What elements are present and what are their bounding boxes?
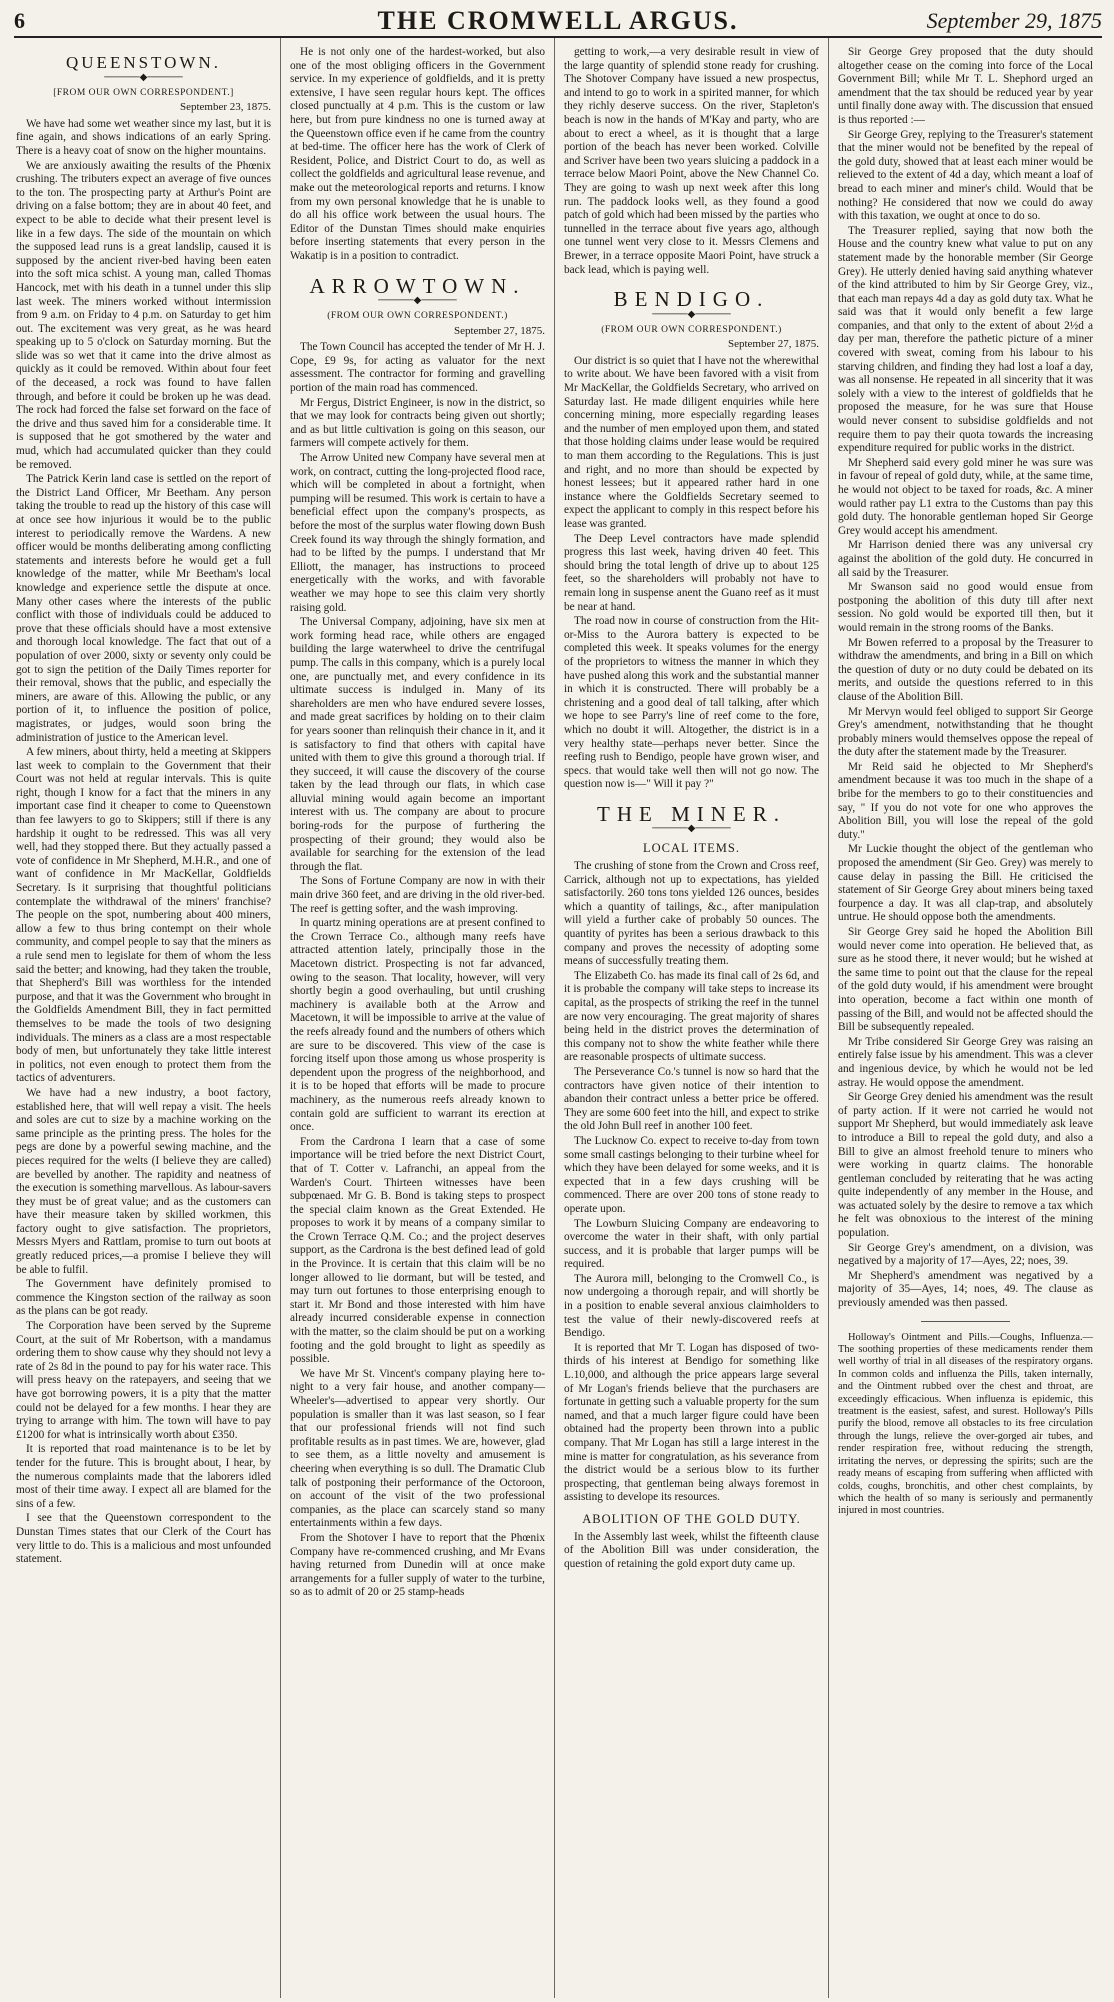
paragraph: I see that the Queenstown correspondent to the Dunstan Times states that our Clerk of the Court has very little to do. This is a malicious and most unfounded statement.	[16, 1512, 271, 1566]
paragraph: Mr Bowen referred to a proposal by the Treasurer to withdraw the amendments, and bring in a Bill on which the question of duty or no duty could be debated on its merits, and outside the questions referred to in this clause of the Abolition Bill.	[838, 636, 1093, 703]
ornament-rule: ─────◆─────	[652, 308, 731, 320]
bendigo-correspondent: (FROM OUR OWN CORRESPONDENT.)	[601, 324, 782, 335]
column-3	[554, 38, 828, 1998]
paragraph: A few miners, about thirty, held a meeting at Skippers last week to complain to the Government that their Court was not held at regular intervals. This is quite right, though I know for a fact that the miners in any important case find it cheaper to come to Queenstown than fee lawyers to go to Skippers; still if there is any hardship it ought to be redressed. This was all very well, had they stopped there. But they actually passed a vote of confidence in Mr Shepherd, M.H.R., and one of want of confidence in Mr MacKellar, Goldfields Secretary. Is it surprising that thoughtful politicians contemplate the withdrawal of the miners' franchise? The people on the spot, numbering about 400 miners, allow a few to thus bring contempt on their whole community, and compel people to say that the miners as a rule send men to legislate for them of whom the less said the better; and knowing, had they taken the trouble, that Shepherd's Bill was worthless for the intended purpose, and that it was the Government who brought in the Goldfields Amendment Bill, they in fact permitted themselves to be made the tools of two designing individuals. The miners as a class are a most respectable body of men, but unfortunately they take little interest in politics, not even enough to protect them from the tactics of adventurers.	[16, 746, 271, 1085]
paragraph: The crushing of stone from the Crown and Cross reef, Carrick, although not up to expectations, has yielded satisfactorily. 260 tons tons yielded 126 ounces, besides which a quantity of tailings, &c., after manipulation will yield a further cake of probably 50 ounces. The quantity of pyrites has been a serious drawback to this company and proves the necessity of adopting some means of successfully treating them.	[564, 860, 819, 968]
bendigo-dateline: September 27, 1875.	[727, 338, 819, 351]
paragraph: In quartz mining operations are at present confined to the Crown Terrace Co., although many reefs have attracted attention lately, principally those in the Macetown district. Prospecting is not far advanced, owing to the season. That locality, however, will very shortly begin a good overhauling, but until crushing machinery is available both at the Arrow and Macetown, it will be impossible to arrive at the value of the reefs already found and the numbers of others which are sure to be discovered. This view of the case is forcing itself upon those among us whose prosperity is dependent upon the progress of the neighborhood, and it is to be hoped that efforts will be made to procure machinery, as the numerous reefs already known to contain gold are sufficient to warrant its erection at once.	[290, 917, 545, 1134]
paragraph: The Sons of Fortune Company are now in with their main drive 360 feet, and are driving in the old river-bed. The reef is getting softer, and the wash improving.	[290, 875, 545, 915]
paragraph: Sir George Grey denied his amendment was the result of party action. If it were not carried he would not support Mr Shepherd, but would immediately ask leave to introduce a Bill to repeal the gold duty, and also a Bill to give an almost freehold tenure to miners who were working in quartz claims. The honorable gentleman concluded by reiterating that he was acting quite independently of any member in the House, and was actuated solely by the desire to remove a tax which he felt was obnoxious to the interest of the mining population.	[838, 1091, 1093, 1240]
paragraph: From the Cardrona I learn that a case of some importance will be tried before the next District Court, that of T. Cotter v. Lafranchi, an appeal from the Warden's Court. Thirteen witnesses have been subpœnaed. Mr G. B. Bond is taking steps to prospect the special claim known as the Great Extended. He proposes to work it by means of a company similar to the Crown Terrace Q.M. Co.; and the project deserves support, as the Cardrona is the best defined lead of gold in the Province. It is certain that this claim will be no longer allowed to lie dormant, but will be tested, and may turn out fortunes to those enterprising enough to start it. Mr Bond and those interested with him have already incurred considerable expense in connection with the matter, so the claim should be put on a working footing and the gold brought to light as speedily as possible.	[290, 1135, 545, 1366]
paragraph: Sir George Grey said he hoped the Abolition Bill would never come into operation. He believed that, as sure as he stood there, it never would; but he wished at the same time to point out that the clause for the repeal of the gold duty would, if his amendment were brought into operation, become a fact within one month of passing of the Bill, and would not be affected should the Bill be subsequently repealed.	[838, 926, 1093, 1034]
paragraph: The Treasurer replied, saying that now both the House and the country knew what value to put on any statement made by the honorable member (Sir George Grey). He utterly denied having said anything whatever of the kind attributed to him by Sir George Grey, viz., that each man repays 4d a day as gold duty tax. What he said was that it would only benefit a few large companies, and that only to the extent of about 2½d a day per man, therefore the pathetic picture of a miner covered with sweat, coming from his labour to his starving children, and finding they had lost a loaf a day, was all nonsense. He repeated in all sincerity that it was solely with a view to the interest of goldfields that he proposed the measure, for he was sure that House would never consent to subsidise goldfields and not require them to pay their quota towards the increasing expenditure required for public works in the district.	[838, 224, 1093, 455]
bendigo-heading: BENDIGO.	[613, 287, 770, 312]
column-1	[14, 38, 280, 1998]
paragraph: We have Mr St. Vincent's company playing here to-night to a very fair house, and another company—Wheeler's—advertised to appear very shortly. Our population is smaller than it was last season, so I fear that our professional friends will not find such profitable results as in past times. We are, however, glad to see them, as a little novelty and amusement is cheering when everything is so dull. The Dramatic Club talk of postponing their performance of the Octoroon, on account of the visit of the two professional companies, as the place can scarcely stand so many entertainments within a few days.	[290, 1367, 545, 1530]
newspaper-title: THE CROMWELL ARGUS.	[377, 6, 739, 35]
paragraph: Sir George Grey's amendment, on a division, was negatived by a majority of 17—Ayes, 22; noes, 39.	[838, 1241, 1093, 1268]
arrowtown-heading: ARROWTOWN.	[309, 273, 526, 298]
paragraph: getting to work,—a very desirable result in view of the large quantity of splendid stone ready for crushing. The Shotover Company have issued a new prospectus, and intend to go to work in a spirited manner, for which they richly deserve success. On the river, Stapleton's beach is now in the hands of M'Kay and party, who are about to erect a wheel, as it is thought that a large portion of the beach has never been worked. Colville and Scriver have been two years sluicing a paddock in a terrace below Maori Point, above the New Channel Co. They are going to wash up next week after this long run. The paddock looks well, as they found a good patch of gold which had been missed by the parties who tunnelled in the terrace about five years ago, although one tunnel went very close to it. Messrs Clemens and Brewer, in a terrace opposite Maori Point, have struck a back lead, which is paying well.	[564, 46, 819, 276]
paragraph: The Universal Company, adjoining, have six men at work forming head race, while others are engaged building the large waterwheel to drive the centrifugal pump. The calls in this company, which is a purely local one, are punctually met, and every confidence in its ultimate success is indulged in. Many of its shareholders are men who have endured severe losses, and made great sacrifices by holding on to their claim for years sooner than relinquish their chance in it, and it is satisfactory to find that others with capital have united with them to give this ground a thorough trial. If they succeed, it will cause the discovery of the course taken by the lead through our flats, in which case alluvial mining would again become an important interest with us. The company are about to procure boring-rods for the purpose of furthering the prospecting of their ground; they would also be available for searching for the extension of the lead through the flat.	[290, 616, 545, 873]
paragraph: The road now in course of construction from the Hit-or-Miss to the Aurora battery is expected to be completed this week. It speaks volumes for the energy of the proprietors to witness the manner in which they have pushed along this work and the substantial manner in which it is constructed. There will probably be a christening and a good deal of tall talking, after which we hope to see Parry's line of reef come to the fore, which no doubt it will. Altogether, the district is in a very healthy state—perhaps never better. Since the reefing rush to Bendigo, people have grown wiser, and specs. that would take well then will not go now. The question now is—" Will it pay ?"	[564, 615, 819, 791]
paragraph: The Lowburn Sluicing Company are endeavoring to overcome the water in their shaft, with only partial success, and it is probable that larger pumps will be required.	[564, 1217, 819, 1271]
paragraph: The Elizabeth Co. has made its final call of 2s 6d, and it is probable the company will take steps to increase its capital, as the prospects of striking the reef in the tunnel are now very encouraging. The great majority of shares being held in the district proves the determination of this company not to show the white feather while there are reasonable prospects of ultimate success.	[564, 969, 819, 1064]
paragraph: Mr Harrison denied there was any universal cry against the abolition of the gold duty. He concurred in all said by the Treasurer.	[838, 539, 1093, 579]
issue-date: September 29, 1875	[926, 8, 1102, 33]
paragraph: The Deep Level contractors have made splendid progress this last week, having driven 40 feet. This should bring the total length of drive up to about 125 feet, so the shareholders will probably not have to remain long in suspense anent the Guano reef as it must be near at hand.	[564, 532, 819, 613]
paragraph: The Government have definitely promised to commence the Kingston section of the railway as soon as the plans can be got ready.	[16, 1278, 271, 1318]
columns	[14, 38, 1102, 1998]
arrowtown-dateline: September 27, 1875.	[453, 324, 545, 337]
paragraph: Mr Luckie thought the object of the gentleman who proposed the amendment (Sir Geo. Grey) was merely to cause delay in passing the Bill. He criticised the statement of Sir George Grey about miners being taxed fourpence a day. It was all clap-trap, and absolutely untrue. He should oppose both the amendments.	[838, 843, 1093, 924]
paragraph: Sir George Grey proposed that the duty should altogether cease on the coming into force of the Local Government Bill; while Mr T. L. Shephord urged an amendment that the tax should be reduced year by year until finally done away with. The discussion that ensued is thus reported :—	[838, 46, 1093, 126]
abolition-heading: ABOLITION OF THE GOLD DUTY.	[582, 1511, 801, 1526]
column-2	[280, 38, 554, 1998]
local-items-subheading: LOCAL ITEMS.	[643, 841, 740, 856]
divider	[921, 1321, 1010, 1322]
paragraph: Mr Fergus, District Engineer, is now in the district, so that we may look for contracts being given out shortly; and as but little cultivation is going on this season, our farmers will compete actively for them.	[290, 396, 545, 450]
arrowtown-correspondent: (FROM OUR OWN CORRESPONDENT.)	[327, 311, 508, 322]
paragraph: From the Shotover I have to report that the Phœnix Company have re-commenced crushing, and Mr Evans having returned from Dunedin will at once make arrangements for a fuller supply of water to the turbine, so as to admit of 20 or 25 stamp-heads	[290, 1531, 545, 1599]
paragraph: Mr Mervyn would feel obliged to support Sir George Grey's amendment, notwithstanding that he thought probably miners would themselves oppose the repeal of the duty after the statement made by the Treasurer.	[838, 705, 1093, 759]
paragraph: The Aurora mill, belonging to the Cromwell Co., is now undergoing a thorough repair, and will shortly be in a position to enable several anxious claimholders to test the value of their newly-discovered reefs at Bendigo.	[564, 1272, 819, 1340]
paragraph: Mr Tribe considered Sir George Grey was raising an entirely false issue by his amendment. This was a clever and ingenious device, by which he would not be led astray. He would oppose the amendment.	[838, 1035, 1093, 1089]
paragraph: The Arrow United new Company have several men at work, on contract, cutting the long-projected flood race, which will be completed in about a fortnight, when pumping will be resumed. This work is certain to have a beneficial effect upon the company's prospects, as before the most of the surplus water flowing down Bush Creek found its way through the shingly formation, and had to be lifted by the pumps. I understand that Mr Elliott, the manager, has instructions to proceed energetically with the works, and with favorable weather we may hope to see this claim very shortly raising gold.	[290, 452, 545, 614]
paragraph: The Lucknow Co. expect to receive to-day from town some small castings belonging to their turbine wheel for which they have been delayed for some weeks, and it is expected that in a few days crushing will be commenced. There are over 200 tons of stone ready to operate upon.	[564, 1134, 819, 1215]
column-4	[828, 38, 1102, 1998]
paragraph: It is reported that road maintenance is to be let by tender for the future. This is brought about, I hear, by the numerous complaints made that the laborers idled most of their time away. I expect all are blamed for the sins of a few.	[16, 1443, 271, 1510]
paragraph: Sir George Grey, replying to the Treasurer's statement that the miner would not be benefited by the repeal of the gold duty, showed that at least each miner would be relieved to the extent of 4d a day, which meant a loaf of bread to each miner and miner's child. Would that be nothing? He considered that now we could do away with this taxation, we ought at once to do so.	[838, 128, 1093, 223]
paragraph: It is reported that Mr T. Logan has disposed of two-thirds of his interest at Bendigo for something like L.10,000, and although the price appears large several of Mr Logan's friends believe that the purchasers are fortunate in getting such a valuable property for the sum named, and that a much larger figure could have been obtained had the property been thrown into a public company. That Mr Logan has still a large interest in the mine is matter for congratulation, as his severance from the district would be a serious blow to its further prospecting, that gentleman being always foremost in assisting to develope its resources.	[564, 1341, 819, 1504]
ornament-rule: ─────◆─────	[652, 823, 731, 835]
paragraph: Mr Shepherd's amendment was negatived by a majority of 35—Ayes, 14; noes, 49. The clause as previously amended was then passed.	[838, 1269, 1093, 1310]
paragraph: In the Assembly last week, whilst the fifteenth clause of the Abolition Bill was under consideration, the question of retaining the gold export duty came up.	[564, 1530, 819, 1570]
paragraph: He is not only one of the hardest-worked, but also one of the most obliging officers in the Government service. In my experience of goldfields, and it is pretty extensive, I have seen regular hours kept. The offices closed punctually at 4 p.m. This is the custom or law here, but from pure kindness no one is turned away at the Queenstown office even if he came from the country at bed-time. The officer here has the work of Clerk of Resident, Police, and District Court to do, as well as collect the goldfields and agricultural lease revenue, and make out the meteorological reports and returns. I know from my own personal knowledge that he is unable to do all his office work between the usual hours. The Editor of the Dunstan Times should make enquiries before inserting statements that every person in the Wakatip is in a position to contradict.	[290, 46, 545, 262]
paragraph: We have had some wet weather since my last, but it is fine again, and shows indications of an early Spring. There is a heavy coat of snow on the higher mountains.	[16, 117, 271, 157]
ornament-rule: ─────◆─────	[378, 295, 457, 307]
holloway-advert: Holloway's Ointment and Pills.—Coughs, Influenza.—The soothing properties of these medicaments render them well worthy of trial in all diseases of the respiratory organs. In common colds and influenza the Pills, taken internally, and the Ointment rubbed over the chest and throat, are exceedingly efficacious. When influenza is epidemic, this treatment is the easiest, safest, and surest. Holloway's Pills purify the blood, remove all obstacles to its free circulation through the lungs, relieve the over-gorged air tubes, and render respiration free, without reducing the strength, irritating the nerves, or depressing the spirits; such are the ready means of escaping from suffering when afflicted with colds, coughs, bronchitis, and other chest complaints, by which the health of so many is seriously and permanently injured in most countries.	[838, 1331, 1093, 1517]
queenstown-heading: QUEENSTOWN.	[66, 53, 221, 72]
paragraph: We have had a new industry, a boot factory, established here, that will well repay a visit. The heels and soles are cut to size by a machine working on the same principle as the printing press. The holes for the pegs are done by a powerful sewing machine, and the pieces required for the welts (I believe they are called) are bevelled by another. The rapidity and neatness of the execution is something marvellous. As labour-savers they must be of great value; and as the customers can have their measure taken by skilled workmen, this factory ought to give satisfaction. The proprietors, Messrs Myers and Rattlam, promise to turn out boots at greatly reduced prices,—a promise I believe they will be able to fulfil.	[16, 1086, 271, 1276]
miner-heading: THE MINER.	[597, 801, 786, 826]
paragraph: The Corporation have been served by the Supreme Court, at the suit of Mr Robertson, with a mandamus ordering them to show cause why they should not levy a rate of 2s 8d in the pound to pay for his water race. This will press heavy on the ratepayers, and seeing that we have got borrowing powers, it is a pity that the matter could not be delayed for a few months. I hear they are trying to arrange with him. The town will have to pay £1200 for what is intrinsically worth about £350.	[16, 1320, 271, 1441]
paragraph: Mr Reid said he objected to Mr Shepherd's amendment because it was too much in the shape of a bribe for the members to go to their constituencies and say, " If you do not vote for one who approves the Abolition Bill, you will lose the repeal of the gold duty."	[838, 760, 1093, 841]
queenstown-correspondent: [FROM OUR OWN CORRESPONDENT.]	[53, 87, 234, 98]
paragraph: Our district is so quiet that I have not the wherewithal to write about. We have been favored with a visit from Mr MacKellar, the Goldfields Secretary, who arrived on Saturday last. He made diligent enquiries while here concerning mining, more especially regarding leases and the number of men employed upon them, and stated that those holding claims under lease would be required to man them according to the Regulations. This is just and right, and no more than should be expected by honest lessees; but it appeared rather hard in one instance where the Goldfields Secretary seemed to expect the applicant to comply in this respect before his lease was granted.	[564, 354, 819, 530]
queenstown-dateline: September 23, 1875.	[179, 101, 271, 114]
paragraph: The Perseverance Co.'s tunnel is now so hard that the contractors have given notice of their intention to abandon their contract unless a better price be offered. They are some 600 feet into the hill, and expect to strike the old John Bull reef in another 100 feet.	[564, 1065, 819, 1133]
ornament-rule: ─────◆─────	[104, 71, 183, 83]
masthead	[14, 6, 1102, 38]
paragraph: Mr Swanson said no good would ensue from postponing the abolition of this duty till after next session. No gold would be exported till then, but it would remain in the strong rooms of the Banks.	[838, 581, 1093, 634]
paragraph: Mr Shepherd said every gold miner he was sure was in favour of repeal of gold duty, while, at the same time, he would not object to be taxed for roads, &c. A miner would rather pay L1 extra to the Customs than pay this gold duty. The honorable gentleman hoped Sir George Grey would accept his amendment.	[838, 456, 1093, 537]
paragraph: The Town Council has accepted the tender of Mr H. J. Cope, £9 9s, for acting as valuator for the next assessment. The contractor for forming and gravelling portion of the main road has commenced.	[290, 341, 545, 395]
page-number: 6	[14, 8, 25, 33]
paragraph: We are anxiously awaiting the results of the Phœnix crushing. The tributers expect an average of five ounces to the ton. The prospecting party at Arthur's Point are driving on a false bottom; they are in about 40 feet, and expect to be able to decide what their present level is like in a few days. The side of the mountain on which the supposed lead runs is a great landslip, caused it is supposed by the ancient river-bed having been eaten into the soft mica schist. A young man, called Thomas Hancock, met with his death in a tunnel under this slip last week. The miners worked without intermission from 9 a.m. on Friday to 4 p.m. on Saturday to get him out. The excitement was very great, as he was heard speaking up to 5 o'clock on Saturday morning. But the slide was so wet that it came into the drive almost as quickly as it could be removed. Within about four feet of the deceased, a rock was found to have fallen through, and before it could be broken up he was dead. The rock had forced the false set forward on the face of the drive and thus saved him for a considerable time. It is supposed that he got smothered by the water and mud, which had accumulated quicker than they could be removed.	[16, 159, 271, 471]
paragraph: The Patrick Kerin land case is settled on the report of the District Land Officer, Mr Beetham. Any person taking the trouble to read up the history of this case will at once see how injurious it would be to the public interest to periodically remove the Wardens. A new officer would be months deliberating among conflicting statements and interests before he would get a full knowledge of the matter, while Mr Beetham's local knowledge and experience settle the dispute at once. Many other cases where the interests of the public conflict with those of individuals could be adduced to prove that these officials should have a most extensive and thorough local knowledge. The fact that out of a population of over 2000, sixty or seventy only could be got to sign the petition of the Daily Times reporter for their removal, shows that the public, and especially the miners, are aware of this. Allowing the public, or any portion of it, to influence the position of police, magistrates, or judges, would soon bring the administration of justice to the American level.	[16, 473, 271, 744]
